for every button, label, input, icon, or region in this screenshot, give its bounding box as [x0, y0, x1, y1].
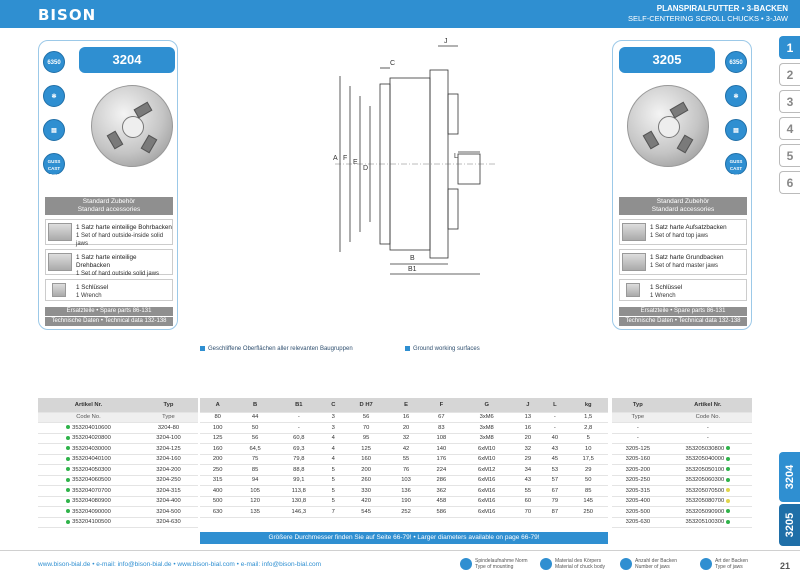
legend-ground-en: Ground working surfaces: [405, 346, 480, 352]
legend-mounting: Spindelaufnahme Norm Type of mounting: [460, 558, 528, 570]
table-row: 353204020800 3204-100: [38, 433, 198, 444]
page-title: [628, 4, 788, 24]
table-row: 3205-160 353205040000: [612, 454, 752, 465]
side-tab-3205[interactable]: 3205: [779, 504, 800, 546]
jaw-type-icon: ▤: [43, 119, 65, 141]
table-row: 315 94 99,1 5 260 103 286 6xM16 43 57 50: [200, 475, 608, 486]
tech-data-link[interactable]: Technische Daten • Technical data 132-138: [45, 317, 173, 326]
cast-iron-icon: GUSS CAST IRON: [43, 153, 65, 175]
tab-3[interactable]: 3: [779, 90, 800, 113]
table-row: 353204030000 3204-125: [38, 444, 198, 455]
std-acc-heading: Standard Zubehör Standard accessories: [45, 197, 173, 215]
page-footer: [0, 550, 800, 579]
table-row: 500 120 130,8 5 420 190 458 6xM16 60 79 145: [200, 496, 608, 507]
table-row: 400 105 113,8 5 330 136 362 6xM16 55 67 85: [200, 486, 608, 497]
table-row: 353204050300 3204-200: [38, 465, 198, 476]
table-row: 353204080900 3204-400: [38, 496, 198, 507]
table-row: 3205-400 353205080700: [612, 496, 752, 507]
table-row: 200 75 79,8 4 160 55 176 6xM10 29 45 17,5: [200, 454, 608, 465]
product-panel-3205: [612, 40, 752, 330]
tab-6[interactable]: 6: [779, 171, 800, 194]
table-row: 3205-250 353205060300: [612, 475, 752, 486]
spare-parts-link[interactable]: Ersatzteile • Spare parts 86-131: [45, 307, 173, 316]
table-row: - -: [612, 423, 752, 434]
dim-b1: B1: [408, 266, 417, 273]
tab-2[interactable]: 2: [779, 63, 800, 86]
table-row: 250 85 88,8 5 200 76 224 6xM12 34 53 29: [200, 465, 608, 476]
table-row: 353204090000 3204-500: [38, 507, 198, 518]
bison-logo: BISON: [38, 6, 97, 24]
tech-data-link[interactable]: Technische Daten • Technical data 132-138: [619, 317, 747, 326]
mounting-icon: 6350: [43, 51, 65, 73]
spare-parts-link[interactable]: Ersatzteile • Spare parts 86-131: [619, 307, 747, 316]
table-row: 353204060500 3204-250: [38, 475, 198, 486]
jaws-thumbnail: [48, 253, 72, 271]
table-row: 3205-125 353205030800: [612, 444, 752, 455]
legend-jaw-count: Anzahl der Backen Number of jaws: [620, 558, 677, 570]
top-header-bar: [0, 0, 800, 28]
dim-a: A: [333, 155, 338, 162]
tab-1[interactable]: 1: [779, 36, 800, 59]
three-jaw-icon: ✻: [725, 85, 747, 107]
panel-title: 3205: [619, 47, 715, 73]
acc-item: 1 Satz harte Aufsatzbacken 1 Set of hard top jaws: [619, 219, 747, 245]
three-jaw-icon: ✻: [43, 85, 65, 107]
acc-item: 1 Schlüssel 1 Wrench: [45, 279, 173, 301]
chapter-tabs: [779, 36, 800, 198]
std-acc-heading: Standard Zubehör Standard accessories: [619, 197, 747, 215]
table-row: 353204100500 3204-630: [38, 517, 198, 528]
chuck-photo: [627, 85, 709, 167]
panel-title: 3204: [79, 47, 175, 73]
dim-f: F: [343, 155, 348, 162]
chuck-drawing: [320, 34, 500, 284]
wrench-icon: [626, 283, 640, 297]
legend-material: Material des Körpers Material of chuck body: [540, 558, 605, 570]
right-article-table: Typ Artikel Nr. Type Code No. - - - - 3205-125 353205030800 3205-160 353205040000 3205-200 353205050100 3205-250 353205060300 3205-315 353205070500 3205-400 353205080700 3205-500 353205090900 3205-630 353205100300: [612, 398, 752, 528]
footer-links[interactable]: www.bison-bial.de • e-mail: info@bison-bial.de • www.bison-bial.com • e-mail: info@bison-bial.com: [38, 561, 322, 568]
mounting-icon: 6350: [725, 51, 747, 73]
legend-jaw-type: Art der Backen Type of jaws: [700, 558, 748, 570]
table-row: 3205-500 353205090900: [612, 507, 752, 518]
acc-item: 1 Satz harte einteilige Bohrbacken 1 Set of hard outside-inside solid jaws: [45, 219, 173, 245]
dim-l: L: [454, 153, 458, 160]
table-row: - -: [612, 433, 752, 444]
table-row: 630 135 146,3 7 545 252 586 6xM16 70 87 250: [200, 507, 608, 518]
dim-e: E: [353, 159, 358, 166]
legend-ground-de: Geschliffene Oberflächen aller relevanten Baugruppen: [200, 346, 353, 352]
cast-iron-icon: GUSS CAST IRON: [725, 153, 747, 175]
acc-item: 1 Satz harte einteilige Drehbacken 1 Set of hard outside solid jaws: [45, 249, 173, 275]
table-row: 353204010600 3204-80: [38, 423, 198, 434]
table-row: 3205-315 353205070500: [612, 486, 752, 497]
table-row: 3205-200 353205050100: [612, 465, 752, 476]
table-row: 125 56 60,8 4 95 32 108 3xM8 20 40 5: [200, 433, 608, 444]
dimension-table: A B B1 C D H7 E F G J L kg 80 44 - 3 56 16 67 3xM6 13 - 1,5 100 50 - 3 70 20 83 3xM8 16 - 2,8 125 56 60,8 4 95 32 108 3xM8 20 40 5 160 64,5 69,3 4 125 42 140 6xM10 32 43 10 200 75 79,8 4 160 55 176 6xM10 29 45 17,5 250 85 88,8 5 200 76 224 6xM12 34 53 29 315 94 99,1 5 260 103 286 6xM16 43 57 50 400 105 113,8 5 330 136 362 6xM16 55 67 85 500 120 130,8 5 420 190 458 6xM16 60 79 145 630 135 146,3 7 545 252 586 6xM16 70 87 250: [200, 398, 608, 518]
tab-5[interactable]: 5: [779, 144, 800, 167]
larger-diameters-note: Größere Durchmesser finden Sie auf Seite 66-79! • Larger diameters available on page 66-79!: [200, 532, 608, 544]
left-article-table: Artikel Nr. Typ Code No. Type 353204010600 3204-80 353204020800 3204-100 353204030000 3204-125 353204040100 3204-160 353204050300 3204-200 353204060500 3204-250 353204070700 3204-315 353204080900 3204-400 353204090000 3204-500 353204100500 3204-630: [38, 398, 198, 528]
chuck-photo: [91, 85, 173, 167]
dim-d: D: [363, 165, 369, 172]
title-de: PLANSPIRALFUTTER • 3-BACKEN: [656, 4, 788, 13]
acc-item: 1 Schlüssel 1 Wrench: [619, 279, 747, 301]
side-tab-3204[interactable]: 3204: [779, 452, 800, 502]
jaws-thumbnail: [622, 253, 646, 271]
title-en: SELF-CENTERING SCROLL CHUCKS • 3-JAW: [627, 14, 788, 23]
table-row: 160 64,5 69,3 4 125 42 140 6xM10 32 43 10: [200, 444, 608, 455]
dim-b: B: [410, 255, 415, 262]
table-row: 3205-630 353205100300: [612, 517, 752, 528]
jaws-thumbnail: [622, 223, 646, 241]
jaws-thumbnail: [48, 223, 72, 241]
table-row: 353204070700 3204-315: [38, 486, 198, 497]
table-row: 80 44 - 3 56 16 67 3xM6 13 - 1,5: [200, 412, 608, 423]
acc-item: 1 Satz harte Grundbacken 1 Set of hard master jaws: [619, 249, 747, 275]
tab-4[interactable]: 4: [779, 117, 800, 140]
dim-j: J: [444, 38, 448, 45]
product-panel-3204: [38, 40, 178, 330]
page-number: 21: [779, 561, 790, 571]
table-row: 100 50 - 3 70 20 83 3xM8 16 - 2,8: [200, 423, 608, 434]
table-row: 353204040100 3204-160: [38, 454, 198, 465]
badge-column: [725, 51, 751, 187]
jaw-type-icon: ▤: [725, 119, 747, 141]
badge-column: [43, 51, 69, 187]
dim-c: C: [390, 60, 396, 67]
wrench-icon: [52, 283, 66, 297]
